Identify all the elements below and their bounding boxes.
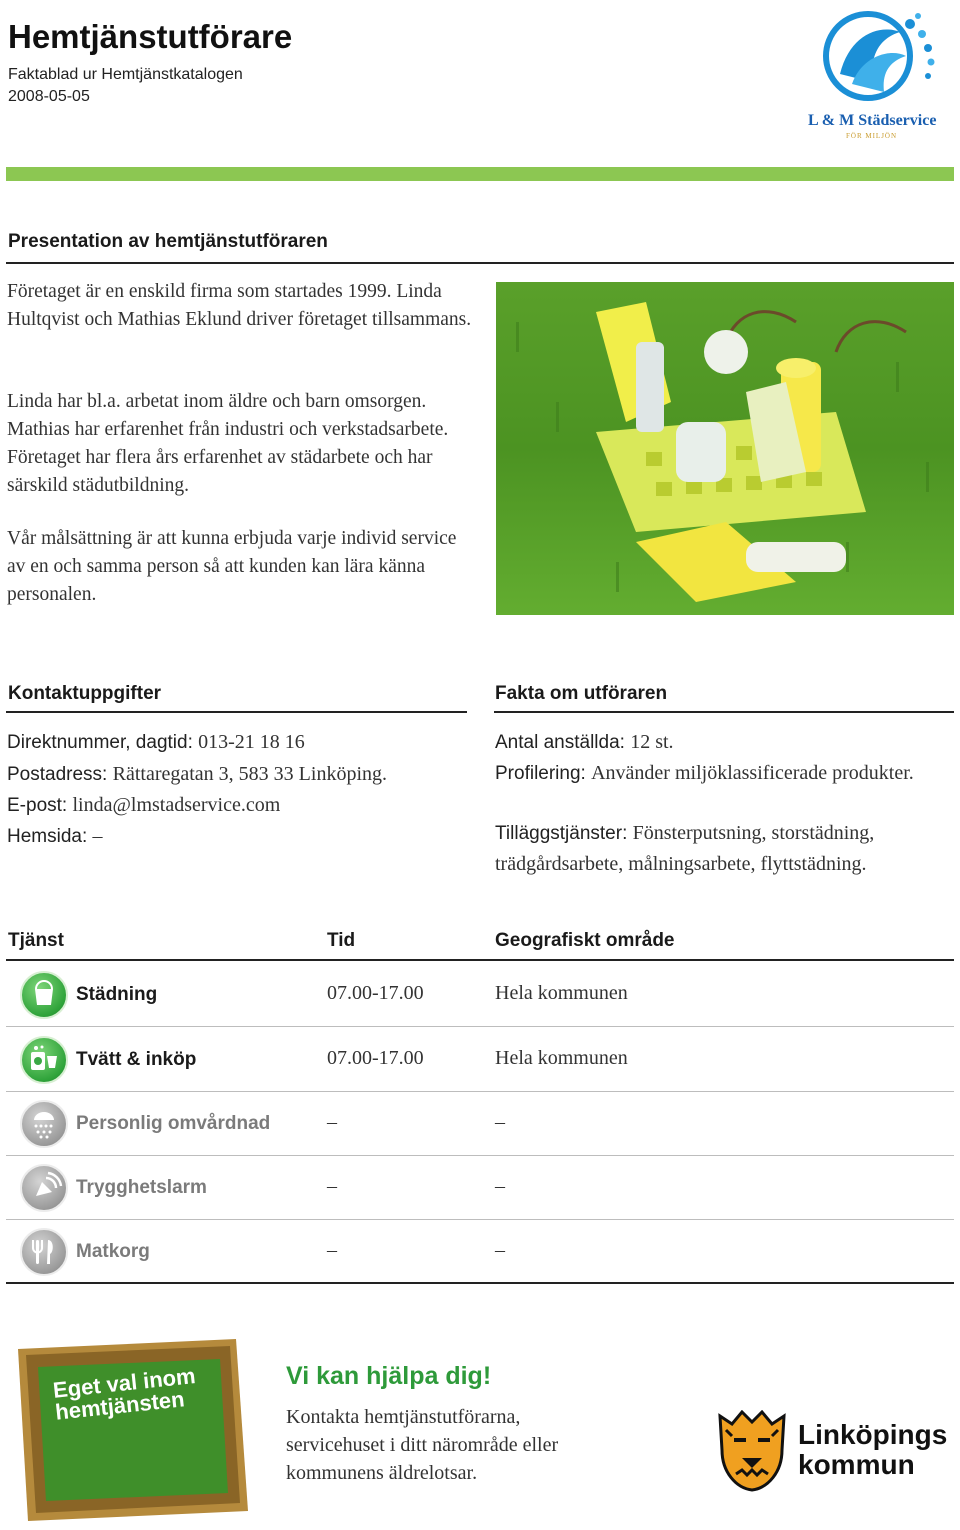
contact-website-value: – — [92, 825, 103, 847]
facts-employees-value: 12 st. — [630, 731, 674, 753]
facts-profile — [495, 759, 935, 788]
shower-icon — [20, 1100, 68, 1148]
contact-phone-label: Direktnummer, dagtid: — [7, 732, 193, 753]
facts-profile-label: Profilering: — [495, 763, 586, 784]
table-row — [6, 1028, 954, 1092]
cutlery-icon — [20, 1228, 68, 1276]
presentation-paragraph: Vår målsättning är att kunna erbjuda varje individ service av en och samma person så att kunden kan lära känna personalen. — [7, 528, 457, 605]
service-time: – — [327, 1111, 337, 1133]
divider — [6, 1282, 954, 1284]
publish-date: 2008-05-05 — [8, 88, 90, 105]
table-row — [6, 1220, 954, 1284]
divider — [6, 262, 954, 264]
service-time: 07.00-17.00 — [327, 982, 424, 1004]
contact-address-value: Rättaregatan 3, 583 33 Linköping. — [112, 763, 387, 785]
company-logo-name: L & M Städservice — [808, 112, 937, 129]
service-area: Hela kommunen — [495, 1047, 628, 1069]
service-time: – — [327, 1239, 337, 1261]
help-text: Kontakta hemtjänstutförarna, servicehuset i ditt närområde eller kommunens äldrelotsar. — [286, 1406, 559, 1484]
laundry-shopping-icon — [20, 1036, 68, 1084]
divider — [6, 959, 954, 961]
contact-address-label: Postadress: — [7, 764, 108, 785]
facts-employees — [495, 727, 674, 758]
service-area: – — [495, 1175, 505, 1197]
help-heading: Vi kan hjälpa dig! — [286, 1362, 492, 1390]
framed-sign-text: Eget val inom hemtjänsten — [51, 1363, 197, 1425]
contact-phone-value: 013-21 18 16 — [198, 731, 305, 753]
table-row — [6, 1092, 954, 1156]
contact-email-label: E-post: — [7, 795, 68, 816]
contact-email — [7, 790, 280, 821]
service-name: Trygghetslarm — [76, 1177, 207, 1198]
facts-employees-label: Antal anställda: — [495, 732, 625, 753]
bucket-icon — [20, 971, 68, 1019]
service-time: – — [327, 1175, 337, 1197]
page-title: Hemtjänstutförare — [8, 18, 293, 55]
contact-heading: Kontaktuppgifter — [8, 683, 162, 704]
cleaning-products-photo — [496, 282, 954, 615]
contact-website-label: Hemsida: — [7, 826, 88, 847]
table-row — [6, 1156, 954, 1220]
municipality-name-line2: kommun — [798, 1449, 915, 1480]
presentation-heading: Presentation av hemtjänstutföraren — [8, 231, 328, 252]
services-header-service: Tjänst — [8, 930, 64, 951]
service-name: Städning — [76, 984, 158, 1005]
service-name: Matkorg — [76, 1241, 150, 1262]
contact-email-value[interactable]: linda@lmstadservice.com — [72, 794, 281, 816]
services-header-time: Tid — [327, 930, 356, 951]
service-time: 07.00-17.00 — [327, 1047, 424, 1069]
service-name: Tvätt & inköp — [76, 1049, 197, 1070]
service-area: Hela kommunen — [495, 982, 628, 1004]
divider — [494, 711, 954, 713]
facts-profile-value: Använder miljöklassificerade produkter. — [591, 762, 914, 784]
service-name: Personlig omvårdnad — [76, 1113, 271, 1134]
presentation-paragraph: Företaget är en enskild firma som startades 1999. Linda Hultqvist och Mathias Eklund driver företaget tillsammans. — [7, 281, 472, 330]
presentation-paragraph: Linda har bl.a. arbetat inom äldre och barn omsorgen. Mathias har erfarenhet från industri och verkstadsarbete. Företaget har flera års erfarenhet av städarbete och har särskild städutbildning. — [7, 391, 449, 496]
contact-address — [7, 759, 387, 790]
lion-emblem-icon — [712, 1410, 792, 1492]
municipality-name-line1: Linköpings — [798, 1419, 948, 1450]
company-logo-tagline: FÖR MILJÖN — [846, 132, 898, 140]
service-area: – — [495, 1239, 505, 1261]
facts-extra-value: Fönsterputsning, storstädning, trädgårdsarbete, målningsarbete, flyttstädning. — [495, 822, 875, 875]
facts-extra-label: Tilläggstjänster: — [495, 823, 628, 844]
facts-extra-services — [495, 818, 955, 880]
page-subtitle: Faktablad ur Hemtjänstkatalogen — [8, 66, 243, 83]
contact-phone — [7, 727, 305, 758]
facts-heading: Fakta om utföraren — [495, 683, 668, 704]
services-header-area: Geografiskt område — [495, 930, 675, 951]
divider — [6, 1026, 954, 1027]
alarm-icon — [20, 1164, 68, 1212]
service-area: – — [495, 1111, 505, 1133]
municipality-logo-text — [798, 1420, 947, 1480]
divider — [6, 711, 467, 713]
table-row — [6, 963, 954, 1027]
accent-bar — [6, 167, 954, 181]
contact-website — [7, 821, 103, 852]
